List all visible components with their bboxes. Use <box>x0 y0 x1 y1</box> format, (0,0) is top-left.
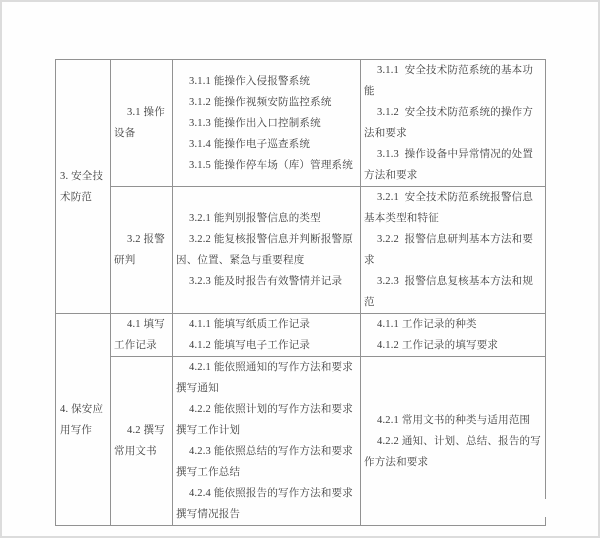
skills-cell-3-1: 3.1.1 能操作入侵报警系统 3.1.2 能操作视频安防监控系统 3.1.3 能操作出入口控制系统 3.1.4 能操作电子巡查系统 3.1.5 能操作停车场（库）管理系统 <box>173 60 361 187</box>
category-cell-security-writing: 4. 保安应用写作 <box>56 314 111 526</box>
knowledge-cell-4-2: 4.2.1 常用文书的种类与适用范围 4.2.2 通知、计划、总结、报告的写作方法和要求 <box>361 357 546 526</box>
scan-cutoff-bottom-border <box>461 511 553 517</box>
task-cell-3-2: 3.2 报警研判 <box>111 187 173 314</box>
knowledge-cell-4-1: 4.1.1 工作记录的种类 4.1.2 工作记录的填写要求 <box>361 314 546 357</box>
skill-standard-table <box>55 59 546 526</box>
task-cell-4-1: 4.1 填写工作记录 <box>111 314 173 357</box>
skills-cell-3-2: 3.2.1 能判别报警信息的类型 3.2.2 能复核报警信息并判断报警原因、位置、紧急与重要程度 3.2.3 能及时报告有效警情并记录 <box>173 187 361 314</box>
skills-cell-4-1: 4.1.1 能填写纸质工作记录 4.1.2 能填写电子工作记录 <box>173 314 361 357</box>
skills-cell-4-2: 4.2.1 能依照通知的写作方法和要求撰写通知 4.2.2 能依照计划的写作方法和要求撰写工作计划 4.2.3 能依照总结的写作方法和要求撰写工作总结 4.2.4 能依照报告的写作方法和要求撰写情况报告 <box>173 357 361 526</box>
scan-cutoff-right-border <box>542 499 550 513</box>
table-row <box>56 60 546 187</box>
table-row <box>56 187 546 314</box>
table-row <box>56 314 546 357</box>
knowledge-cell-3-2: 3.2.1 安全技术防范系统报警信息基本类型和特征 3.2.2 报警信息研判基本方法和要求 3.2.3 报警信息复核基本方法和规范 <box>361 187 546 314</box>
table-row <box>56 357 546 526</box>
task-cell-4-2: 4.2 撰写常用文书 <box>111 357 173 526</box>
category-cell-security-tech: 3. 安全技术防范 <box>56 60 111 314</box>
task-cell-3-1: 3.1 操作设备 <box>111 60 173 187</box>
knowledge-cell-3-1: 3.1.1 安全技术防范系统的基本功能 3.1.2 安全技术防范系统的操作方法和要求 3.1.3 操作设备中异常情况的处置方法和要求 <box>361 60 546 187</box>
